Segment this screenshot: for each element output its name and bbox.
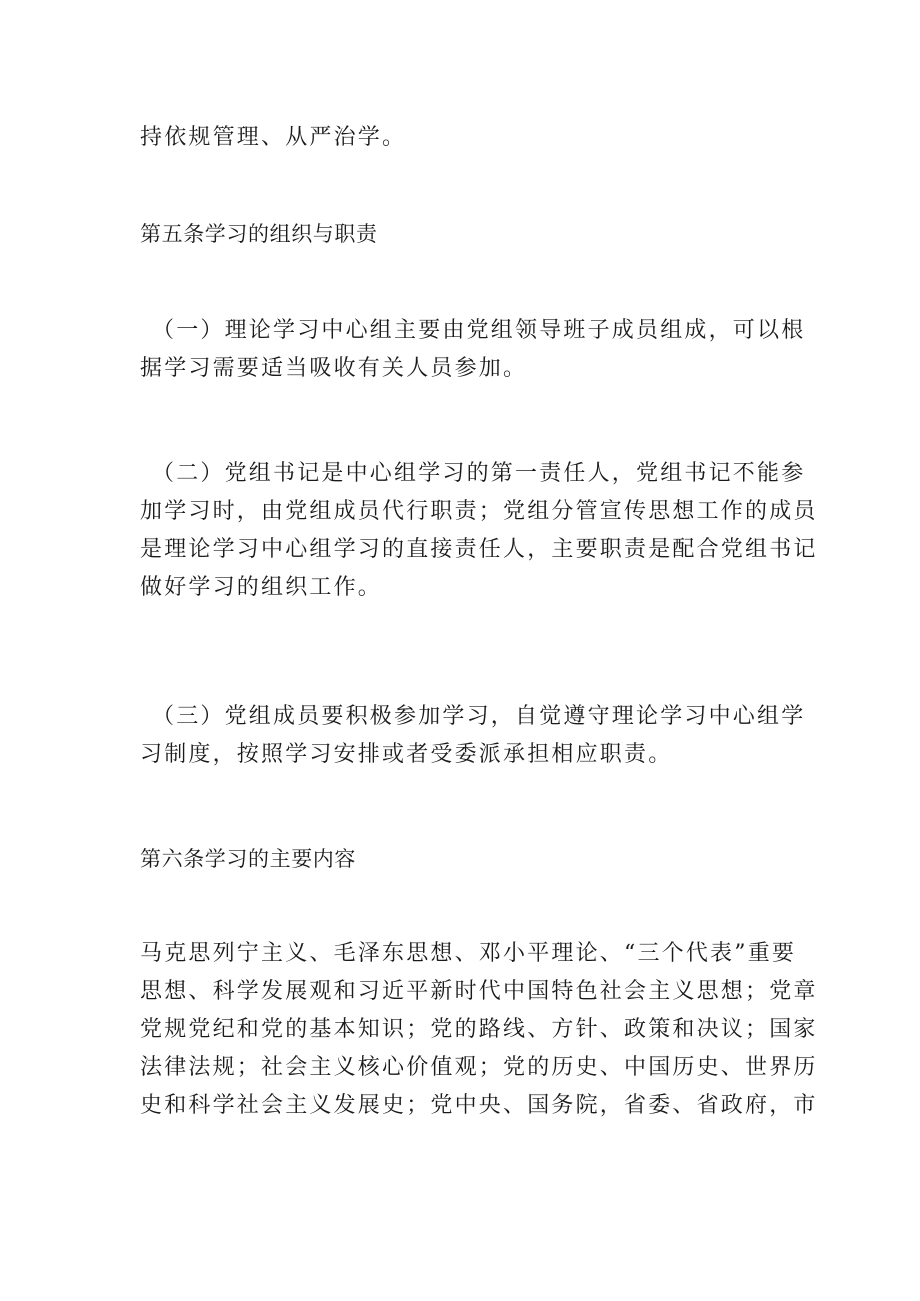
paragraph-continuation (140, 119, 785, 157)
text-line: 加学习时，由党组成员代行职责；党组分管宣传思想工作的成员 (140, 499, 818, 524)
text-line: 持依规管理、从严治学。 (140, 125, 407, 150)
text-line: 做好学习的组织工作。 (140, 575, 383, 600)
heading-text: 第五条学习的组织与职责 (140, 222, 378, 246)
section-heading-article-6 (140, 844, 785, 874)
heading-text: 第六条学习的主要内容 (140, 847, 356, 871)
text-line: 史和科学社会主义发展史；党中央、国务院，省委、省政府，市 (140, 1093, 818, 1118)
section-heading-article-5 (140, 219, 785, 249)
text-line: 据学习需要适当吸收有关人员参加。 (140, 356, 528, 381)
text-line: 习制度，按照学习安排或者受委派承担相应职责。 (140, 742, 673, 767)
text-line: 是理论学习中心组学习的直接责任人，主要职责是配合党组书记 (140, 537, 818, 562)
text-line: （二）党组书记是中心组学习的第一责任人，党组书记不能参 (152, 461, 806, 486)
text-line: 党规党纪和党的基本知识；党的路线、方针、政策和决议；国家 (140, 1017, 818, 1042)
text-line: （三）党组成员要积极参加学习，自觉遵守理论学习中心组学 (152, 704, 806, 729)
paragraph-item-3 (140, 698, 806, 774)
paragraph-item-2 (140, 455, 818, 607)
text-line: 法律法规；社会主义核心价值观；党的历史、中国历史、世界历 (140, 1055, 818, 1080)
paragraph-content-list (140, 935, 818, 1125)
paragraph-item-1 (140, 312, 806, 388)
text-line: 马克思列宁主义、毛泽东思想、邓小平理论、“三个代表”重要 (140, 941, 797, 966)
text-line: 思想、科学发展观和习近平新时代中国特色社会主义思想；党章 (140, 979, 818, 1004)
text-line: （一）理论学习中心组主要由党组领导班子成员组成，可以根 (152, 318, 806, 343)
